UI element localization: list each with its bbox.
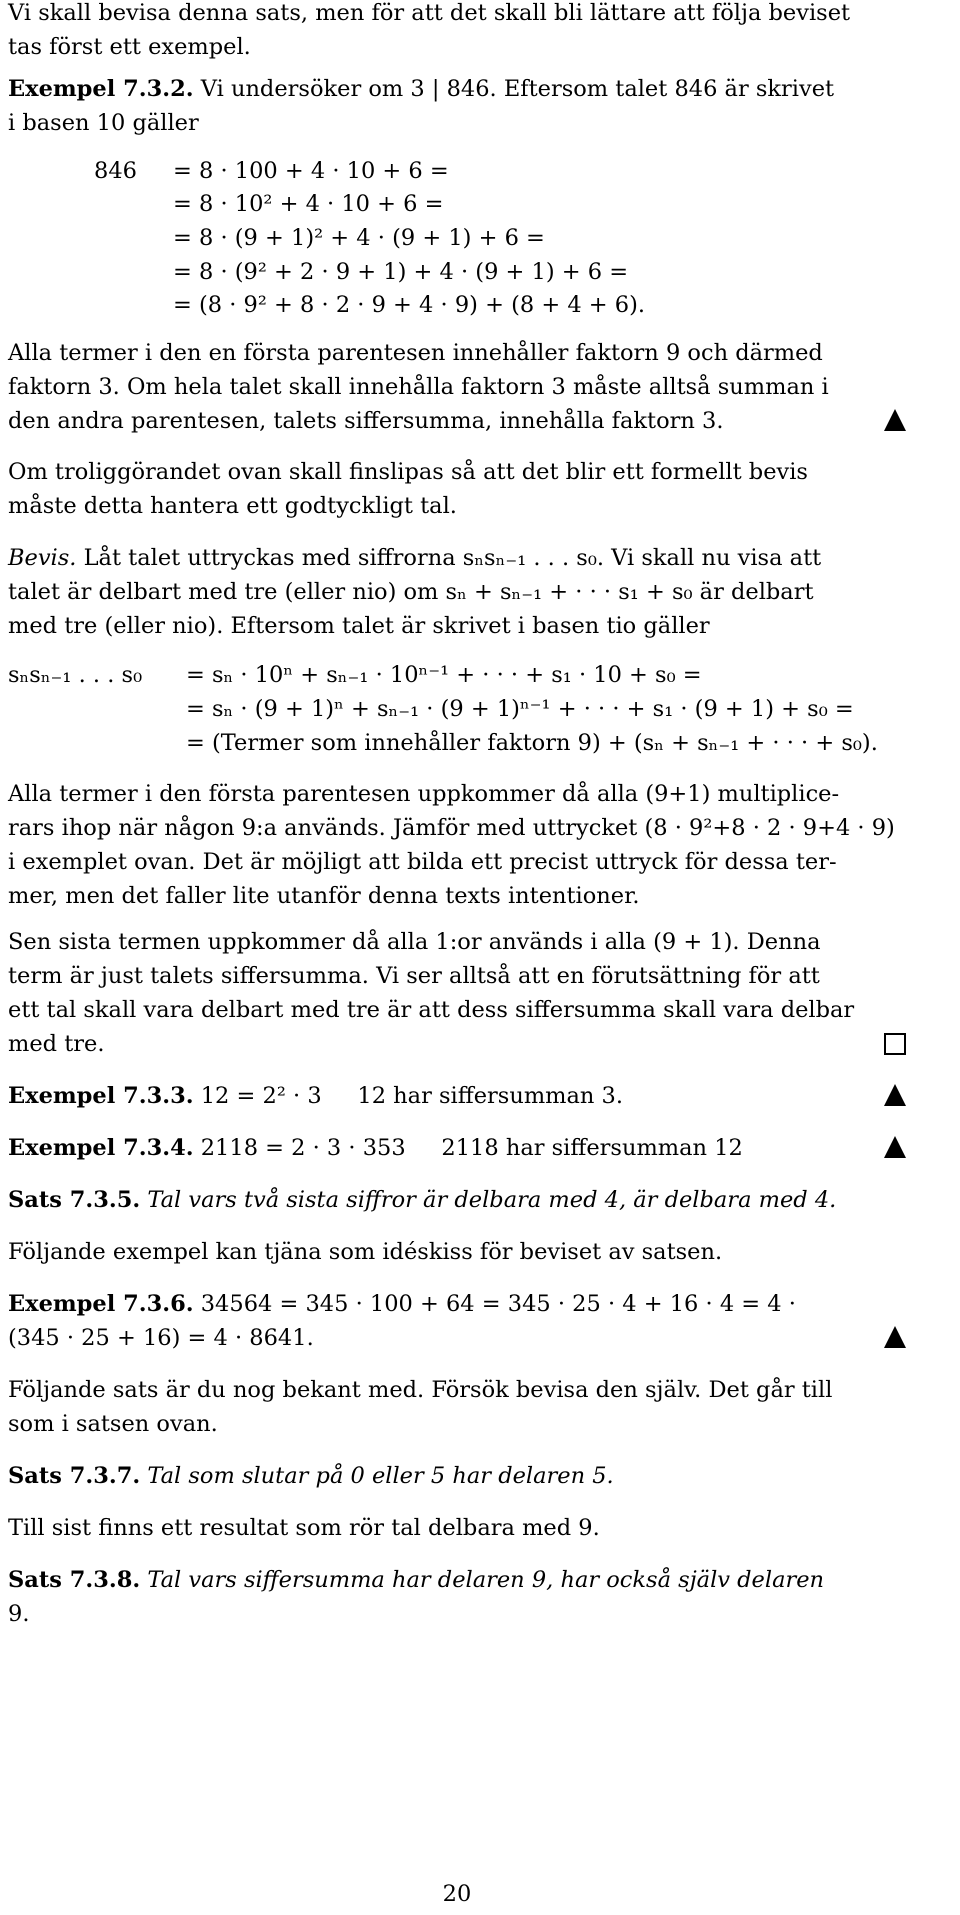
equation-row: = 8 · 10² + 4 · 10 + 6 =: [173, 191, 444, 217]
paragraph-line: mer, men det faller lite utanför denna texts intentioner.: [8, 883, 640, 909]
paragraph-line: Sen sista termen uppkommer då alla 1:or används i alla (9 + 1). Denna: [8, 929, 821, 955]
end-of-example-triangle-icon: [884, 1084, 906, 1106]
remark-line-2: måste detta hantera ett godtyckligt tal.: [8, 493, 457, 519]
theorem-label: Sats 7.3.8.: [8, 1567, 141, 1593]
example-text: 12 = 2² · 3 12 har siffersumman 3.: [193, 1083, 624, 1109]
equation-row: = (8 · 9² + 8 · 2 · 9 + 4 · 9) + (8 + 4 + 6).: [173, 292, 646, 318]
end-of-example-triangle-icon: [884, 1136, 906, 1158]
intro-line-1: Vi skall bevisa denna sats, men för att det skall bli lättare att följa beviset: [8, 0, 851, 26]
paragraph-line: ett tal skall vara delbart med tre är att dess siffersumma skall vara delbar: [8, 997, 855, 1023]
paragraph-line: rars ihop när någon 9:a används. Jämför med uttrycket (8 · 9²+8 · 2 · 9+4 · 9): [8, 815, 895, 841]
page-number: 20: [442, 1881, 472, 1907]
example-7-3-3: [8, 1085, 623, 1108]
example-label: Exempel 7.3.2.: [8, 76, 194, 102]
equation-lhs: 846: [94, 158, 137, 184]
paragraph-line: Följande sats är du nog bekant med. Försök bevisa den själv. Det går till: [8, 1377, 833, 1403]
proof-equation-row: = sₙ · 10ⁿ + sₙ₋₁ · 10ⁿ⁻¹ + · · · + s₁ · 10 + s₀ =: [186, 662, 702, 688]
paragraph-line: Följande exempel kan tjäna som idéskiss för beviset av satsen.: [8, 1239, 723, 1265]
example-label: Exempel 7.3.4.: [8, 1135, 194, 1161]
paragraph-line: Till sist finns ett resultat som rör tal delbara med 9.: [8, 1515, 600, 1541]
proof-equation-lhs: sₙsₙ₋₁ . . . s₀: [8, 662, 143, 688]
proof-label: Bevis.: [8, 545, 77, 571]
proof-line-3: med tre (eller nio). Eftersom talet är skrivet i basen tio gäller: [8, 613, 710, 639]
theorem-7-3-8-line-1: [8, 1569, 824, 1592]
example-text: 34564 = 345 · 100 + 64 = 345 · 25 · 4 + 16 · 4 = 4 ·: [193, 1291, 796, 1317]
end-of-example-triangle-icon: [884, 409, 906, 431]
paragraph-line: Alla termer i den en första parentesen innehåller faktorn 9 och därmed: [8, 340, 823, 366]
theorem-text: Tal vars två sista siffror är delbara med 4, är delbara med 4.: [140, 1187, 837, 1213]
theorem-text: Tal vars siffersumma har delaren 9, har också själv delaren: [140, 1567, 825, 1593]
paragraph-line: term är just talets siffersumma. Vi ser alltså att en förutsättning för att: [8, 963, 820, 989]
example-text: 2118 = 2 · 3 · 353 2118 har siffersumman 12: [193, 1135, 743, 1161]
example-label: Exempel 7.3.6.: [8, 1291, 194, 1317]
paragraph-line: faktorn 3. Om hela talet skall innehålla faktorn 3 måste alltså summan i: [8, 374, 829, 400]
intro-line-2: tas först ett exempel.: [8, 34, 251, 60]
example-text: Vi undersöker om 3 | 846. Eftersom talet 846 är skrivet: [193, 76, 835, 102]
equation-row: = 8 · 100 + 4 · 10 + 6 =: [173, 158, 449, 184]
example-7-3-6-line-1: [8, 1293, 796, 1316]
proof-equation-row: = (Termer som innehåller faktorn 9) + (sₙ + sₙ₋₁ + · · · + s₀).: [186, 730, 878, 756]
paragraph-line: som i satsen ovan.: [8, 1411, 218, 1437]
proof-text: Låt talet uttryckas med siffrorna sₙsₙ₋₁ . . . s₀. Vi skall nu visa att: [76, 545, 822, 571]
example-7-3-6-line-2: (345 · 25 + 16) = 4 · 8641.: [8, 1325, 314, 1351]
proof-equation-row: = sₙ · (9 + 1)ⁿ + sₙ₋₁ · (9 + 1)ⁿ⁻¹ + · · · + s₁ · (9 + 1) + s₀ =: [186, 696, 854, 722]
paragraph-line: med tre.: [8, 1031, 105, 1057]
theorem-7-3-7: [8, 1465, 614, 1488]
qed-square-icon: [884, 1033, 906, 1055]
example-7-3-2-line-2: i basen 10 gäller: [8, 110, 199, 136]
proof-line-2: talet är delbart med tre (eller nio) om sₙ + sₙ₋₁ + · · · s₁ + s₀ är delbart: [8, 579, 814, 605]
example-7-3-2-line-1: [8, 78, 834, 101]
theorem-label: Sats 7.3.5.: [8, 1187, 141, 1213]
paragraph-line: Alla termer i den första parentesen uppkommer då alla (9+1) multiplice-: [8, 781, 840, 807]
paragraph-line: i exemplet ovan. Det är möjligt att bilda ett precist uttryck för dessa ter-: [8, 849, 837, 875]
example-label: Exempel 7.3.3.: [8, 1083, 194, 1109]
equation-row: = 8 · (9 + 1)² + 4 · (9 + 1) + 6 =: [173, 225, 545, 251]
equation-row: = 8 · (9² + 2 · 9 + 1) + 4 · (9 + 1) + 6 =: [173, 259, 629, 285]
example-7-3-4: [8, 1137, 743, 1160]
paragraph-line: den andra parentesen, talets siffersumma, innehålla faktorn 3.: [8, 408, 724, 434]
remark-line-1: Om troliggörandet ovan skall finslipas så att det blir ett formellt bevis: [8, 459, 808, 485]
end-of-example-triangle-icon: [884, 1326, 906, 1348]
theorem-label: Sats 7.3.7.: [8, 1463, 141, 1489]
theorem-7-3-8-line-2: 9.: [8, 1601, 30, 1627]
theorem-7-3-5: [8, 1189, 836, 1212]
theorem-text: Tal som slutar på 0 eller 5 har delaren 5.: [140, 1463, 614, 1489]
proof-line-1: [8, 547, 821, 570]
